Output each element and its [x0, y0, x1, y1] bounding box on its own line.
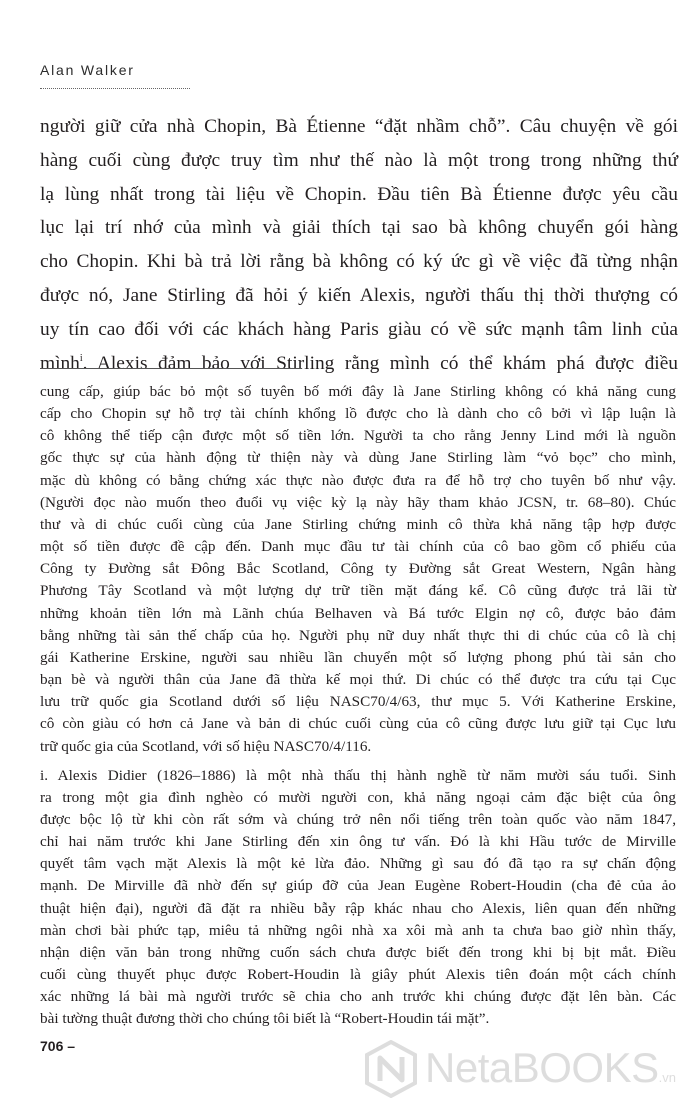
main-text-line: hàng cuối cùng được truy tìm như thế nào là một trong trong những thứ: [40, 149, 678, 171]
footnote-line: gái Katherine Erskine, người sau nhiều lần chuyển một số lượng phong phú tài sản cho: [40, 648, 676, 666]
footnote-line: cấp cho Chopin sự hỗ trợ tài chính khổng lồ được cho là dành cho cô bởi vì lập luận là: [40, 405, 676, 423]
footnote-line: chỉ hai năm trước khi Jane Stirling đến xin ông tư vấn. Đó là khi Hầu tước de Mirville: [40, 833, 676, 851]
page-number: 706 –: [40, 1038, 76, 1054]
footnote-line: i. Alexis Didier (1826–1886) là một nhà thấu thị hành nghề từ năm mười sáu tuổi. Sinh: [40, 766, 676, 784]
watermark-brand: NetaBOOKS: [425, 1044, 659, 1091]
footnote-gap: [40, 758, 676, 765]
footnote-line: ra trong một gia đình nghèo có mười người con, khả năng ngoại cảm đặc biệt của ông: [40, 788, 676, 806]
neta-hexagon-logo-icon: [363, 1040, 419, 1098]
main-text-fragment: mình: [40, 352, 80, 374]
footnote-line: cô không thể tiếp cận được một số tiền lớn. Người ta cho rằng Jenny Lind mới là nguồn: [40, 427, 676, 445]
footnote-line: gốc thực sự của hành động từ thiện này và dùng Jane Stirling làm “vỏ bọc” cho mình,: [40, 449, 676, 467]
footnote-line: mặc dù không có bằng chứng xác thực nào được đưa ra để hỗ trợ cho tuyên bố như vậy.: [40, 471, 676, 489]
footnotes: [40, 381, 676, 1031]
footnote-line: những khoản tiền lớn mà Lãnh chúa Belhaven và Bá tước Elgin nợ cô, được bảo đảm: [40, 604, 676, 622]
footnote-line: lưu trữ quốc gia Scotland dưới số liệu NASC70/4/63, thư mục 5. Với Katherine Erskine,: [40, 693, 676, 711]
main-text-line: được nó, Jane Stirling đã hỏi ý kiến Alexis, người thấu thị thời thượng có: [40, 284, 678, 306]
footnote-line: nhận diện văn bản trong những cuốn sách chưa được biết đến trong khi bị bịt mắt. Điều: [40, 943, 676, 961]
main-text-line: uy tín cao đối với các khách hàng Paris giàu có về sức mạnh tâm linh của: [40, 318, 678, 340]
main-text-line: người giữ cửa nhà Chopin, Bà Étienne “đặt nhầm chỗ”. Câu chuyện về gói: [40, 116, 678, 137]
footnote-line: mạnh. De Mirville đã nhờ đến sự giúp đỡ của Jean Eugène Robert-Houdin (cha đẻ của ảo: [40, 877, 676, 895]
footnote-line: cô còn giàu có hơn cả Jane và bản di chúc cuối cùng của cô cũng được lưu giữ tại Cục lưu: [40, 715, 676, 733]
footnote-continued: [40, 381, 676, 758]
watermark: [363, 1040, 693, 1100]
footnote-line: Công ty Đường sắt Đông Bắc Scotland, Công ty Đường sắt Great Western, Ngân hàng: [40, 560, 676, 578]
main-text-line: lục lại trí nhớ của mình và giải thích tại sao bà không chuyển gói hàng: [40, 217, 678, 239]
footnote-line: một số tiền được đề cập đến. Danh mục đầu tư tài chính của cô bao gồm cổ phiếu của: [40, 538, 676, 556]
footnote-marker: i: [79, 352, 83, 364]
main-text: [40, 110, 678, 380]
footnote-line: trữ quốc gia của Scotland, với số hiệu NASC70/4/116.: [40, 737, 372, 755]
footnote-rule: [40, 368, 302, 369]
footnote-line: quyết tâm vạch mặt Alexis là một kẻ lừa đảo. Những gì sau đó đã tạo ra sự chấn động: [40, 855, 676, 873]
running-head-rule: [40, 88, 190, 89]
footnote-line: cuối cùng thuyết phục được Robert-Houdin là giây phút Alexis tiên đoán một cách chính: [40, 966, 676, 984]
main-text-line: cho Chopin. Khi bà trả lời rằng bà không có ký ức gì về việc đã từng nhận: [40, 251, 678, 273]
running-head: Alan Walker: [40, 62, 135, 78]
footnote-line: thư và di chúc cuối cùng của Jane Stirling chứng minh cô thừa khả năng tập hợp được: [40, 515, 676, 533]
watermark-suffix: .vn: [658, 1070, 676, 1085]
footnote-line: màn chơi bài phức tạp, miêu tả những ngôi nhà xa xôi mà anh ta chưa bao giờ nhìn thấy,: [40, 921, 676, 939]
footnote-line: thuật hiện đại), người đã đặt ra nhiều bẫy rập khác nhau cho Alexis, liên quan đến những: [40, 899, 676, 917]
main-text-line: [40, 347, 678, 381]
footnote-line: Phương Tây Scotland và một lượng dự trữ tiền mặt đáng kể. Cô cũng được trả lãi từ: [40, 582, 676, 600]
footnote-line: bằng những tài sản thế chấp của họ. Người phụ nữ duy nhất thực thi di chúc của cô là chị: [40, 626, 676, 644]
watermark-text: [425, 1044, 676, 1092]
footnote-line: được bộc lộ từ khi còn rất sớm và chúng trở nên nổi tiếng trên toàn quốc vào năm 1847,: [40, 810, 676, 828]
main-text-fragment: . Alexis đảm bảo với Stirling rằng mình có thể khám phá được điều: [82, 352, 678, 374]
footnote-line: xác những lá bài mà người trước sẽ chia cho anh trước khi chúng được đặt lên bàn. Các: [40, 988, 676, 1006]
footnote-line: bài tường thuật đương thời cho chúng tôi biết là “Robert-Houdin tái mặt”.: [40, 1010, 490, 1028]
main-text-line: lạ lùng nhất trong tài liệu về Chopin. Đầu tiên Bà Étienne được yêu cầu: [40, 183, 678, 205]
footnote-line: bạn bè và người thân của Jane đã thừa kế mọi thứ. Di chúc có thể được tra cứu tại Cục: [40, 671, 676, 689]
footnote-line: (Người đọc nào muốn theo đuổi vụ việc kỳ lạ này hãy tham khảo JCSN, tr. 68–80). Chúc: [40, 493, 676, 511]
footnote-line: cung cấp, giúp bác bỏ một số tuyên bố mới đây là Jane Stirling không có khả năng cung: [40, 383, 676, 400]
footnote-i: [40, 765, 676, 1031]
